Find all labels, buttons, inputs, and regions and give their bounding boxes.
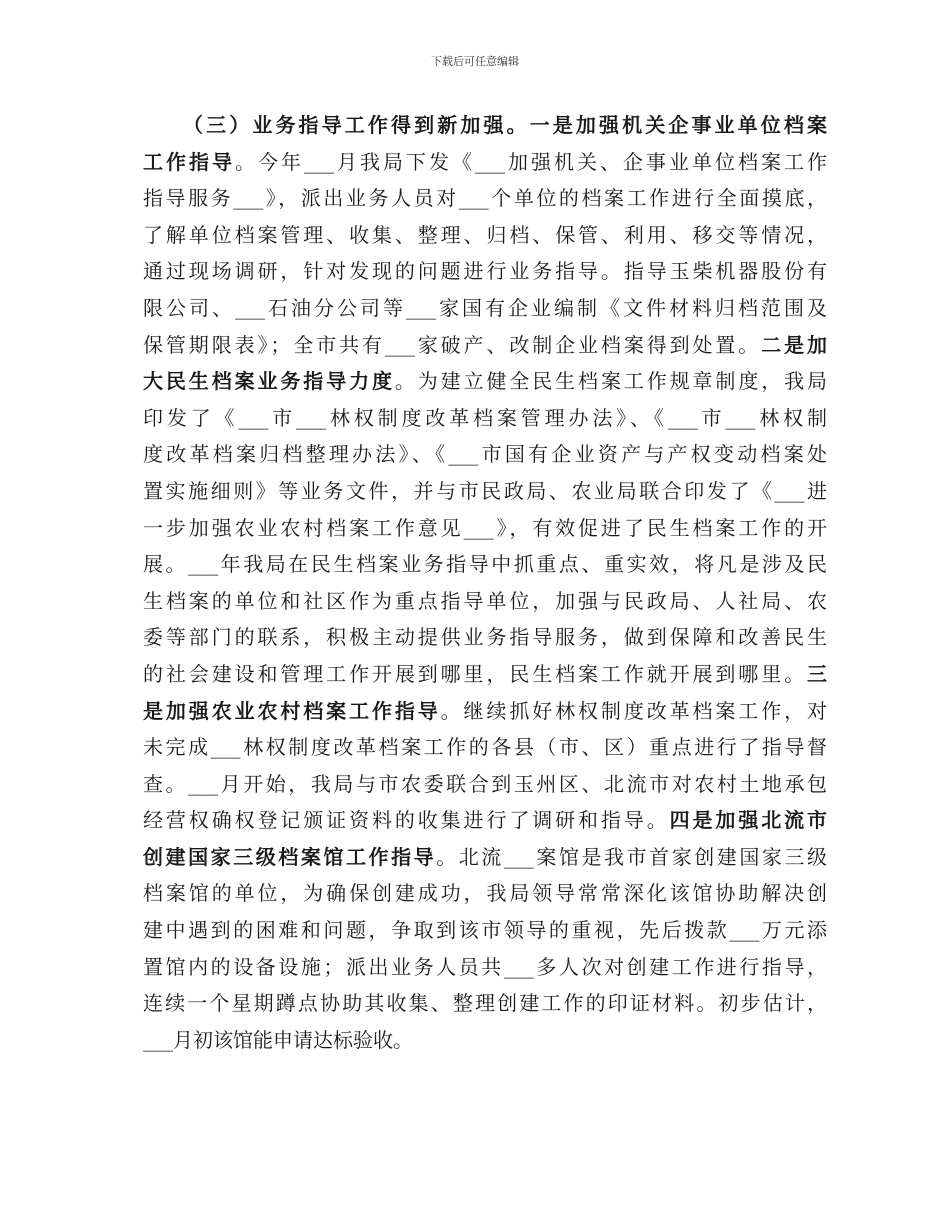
text-run: 限公司、___石油分公司等___家国有企业编制《文件材料归档范围及	[143, 295, 827, 320]
text-line	[143, 363, 827, 400]
text-run: 。北流___案馆是我市首家创建国家三级	[436, 844, 828, 869]
bold-text-run: 四是加强北流市	[669, 808, 828, 833]
bold-text-run: 二是加	[761, 332, 828, 357]
bold-text-run: 大民生档案业务指导力度	[143, 369, 395, 394]
text-line	[143, 766, 827, 803]
text-line	[143, 1022, 827, 1059]
page-header: 下载后可任意编辑	[431, 55, 519, 68]
text-line	[143, 473, 827, 510]
text-run: 。继续抓好林权制度改革档案工作，对	[440, 698, 828, 723]
text-run: 。为建立健全民生档案工作规章制度，我局	[394, 369, 828, 394]
text-run: 查。___月开始，我局与市农委联合到玉州区、北流市对农村土地承包	[143, 771, 827, 796]
text-run: 档案馆的单位，为确保创建成功，我局领导常常深化该馆协助解决创	[143, 881, 827, 906]
bold-text-run: 工作指导	[143, 149, 235, 174]
text-run: 经营权确权登记颁证资料的收集进行了调研和指导。	[143, 808, 670, 833]
body-paragraph	[143, 107, 827, 1058]
text-run: 保管期限表》；全市共有___家破产、改制企业档案得到处置。	[143, 332, 762, 357]
text-run: 印发了《___市___林权制度改革档案管理办法》、《___市___林权制	[143, 405, 827, 430]
text-run: 生档案的单位和社区作为重点指导单位，加强与民政局、人社局、农	[143, 588, 827, 613]
text-line	[143, 327, 827, 364]
bold-text-run: 是加强农业农村档案工作指导	[143, 698, 441, 723]
text-run: 。今年___月我局下发《___加强机关、企事业单位档案工作	[235, 149, 827, 174]
text-line	[143, 949, 827, 986]
text-line	[143, 510, 827, 547]
text-line	[143, 436, 827, 473]
text-run: 置馆内的设备设施；派出业务人员共___多人次对创建工作进行指导，	[143, 954, 827, 979]
text-line	[143, 217, 827, 254]
text-line	[143, 180, 827, 217]
text-line	[143, 400, 827, 437]
text-run: 一步加强农业农村档案工作意见___》，有效促进了民生档案工作的开	[143, 515, 827, 540]
text-line	[143, 875, 827, 912]
bold-text-run: 三	[807, 661, 827, 686]
text-line	[143, 656, 827, 693]
text-run: 通过现场调研，针对发现的问题进行业务指导。指导玉柴机器股份有	[143, 259, 827, 284]
text-line	[143, 802, 827, 839]
text-run: 连续一个星期蹲点协助其收集、整理创建工作的印证材料。初步估计，	[143, 991, 827, 1016]
text-run: 的社会建设和管理工作开展到哪里，民生档案工作就开展到哪里。	[143, 661, 807, 686]
text-line	[143, 583, 827, 620]
text-run: 度改革档案归档整理办法》、《___市国有企业资产与产权变动档案处	[143, 442, 827, 467]
text-line	[143, 729, 827, 766]
text-line	[143, 546, 827, 583]
text-run: 了解单位档案管理、收集、整理、归档、保管、利用、移交等情况，	[143, 222, 827, 247]
text-line	[143, 144, 827, 181]
text-line	[143, 290, 827, 327]
text-line	[143, 912, 827, 949]
bold-text-run: 创建国家三级档案馆工作指导	[143, 844, 437, 869]
text-run: ___月初该馆能申请达标验收。	[143, 1027, 413, 1052]
text-run: 建中遇到的困难和问题，争取到该市领导的重视，先后拨款___万元添	[143, 918, 827, 943]
text-run: 置实施细则》等业务文件，并与市民政局、农业局联合印发了《___进	[143, 478, 827, 503]
text-line	[143, 693, 827, 730]
text-run: 未完成___林权制度改革档案工作的各县（市、区）重点进行了指导督	[143, 735, 827, 760]
text-line	[143, 619, 827, 656]
text-line	[143, 253, 827, 290]
text-run: 委等部门的联系，积极主动提供业务指导服务，做到保障和改善民生	[143, 625, 827, 650]
text-run: 展。___年我局在民生档案业务指导中抓重点、重实效，将凡是涉及民	[143, 552, 827, 577]
text-run: 指导服务___》，派出业务人员对___个单位的档案工作进行全面摸底，	[143, 186, 827, 211]
text-line	[143, 985, 827, 1022]
text-line	[143, 107, 827, 144]
text-line	[143, 839, 827, 876]
bold-text-run: （三）业务指导工作得到新加强。一是加强机关企事业单位档案	[183, 113, 827, 137]
